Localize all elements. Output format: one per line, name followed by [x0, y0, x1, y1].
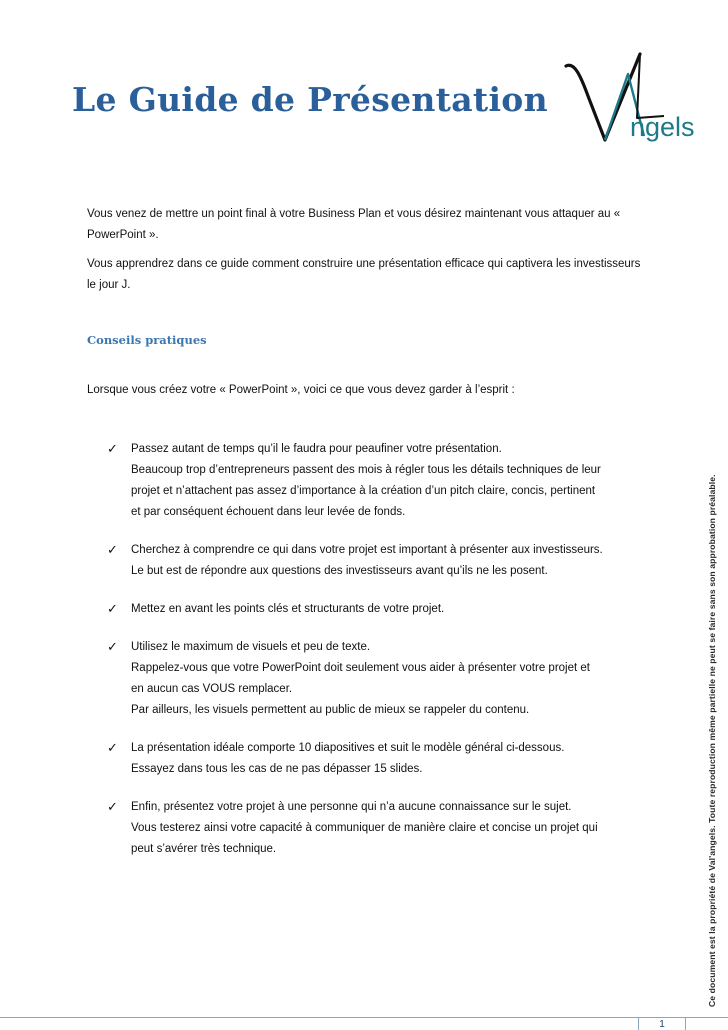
val-angels-logo	[560, 48, 700, 158]
tip-line: Vous testerez ainsi votre capacité à communiquer de manière claire et concise un projet qui	[131, 822, 598, 834]
checkmark-icon: ✓	[107, 602, 118, 617]
tip-line: Utilisez le maximum de visuels et peu de texte.	[131, 641, 371, 653]
checkmark-icon: ✓	[107, 800, 118, 815]
section-title: Conseils pratiques	[87, 333, 207, 347]
checkmark-icon: ✓	[107, 442, 118, 457]
copyright-side-note: Ce document est la propriété de Val'angels. Toute reproduction même partielle ne peut se faire sans son approbation préalable.	[707, 474, 717, 1007]
logo-angels-text: ngels	[630, 112, 695, 142]
tip-item	[107, 540, 652, 582]
intro-paragraph-1: Vous venez de mettre un point final à votre Business Plan et vous désirez maintenant vous attaquer au « PowerPoint ».	[87, 208, 621, 241]
tip-line: La présentation idéale comporte 10 diapositives et suit le modèle général ci-dessous.	[131, 742, 565, 754]
checkmark-icon: ✓	[107, 543, 118, 558]
tip-item	[107, 439, 652, 523]
tip-line: Mettez en avant les points clés et structurants de votre projet.	[131, 603, 445, 615]
tip-line: et par conséquent échouent dans leur levée de fonds.	[131, 506, 406, 518]
checkmark-icon: ✓	[107, 640, 118, 655]
tip-line: projet et n’attachent pas assez d’importance à la création d’un pitch claire, concis, pertinent	[131, 485, 596, 497]
lead-paragraph: Lorsque vous créez votre « PowerPoint », voici ce que vous devez garder à l’esprit :	[87, 384, 515, 396]
tip-item	[107, 738, 652, 780]
checkmark-icon: ✓	[107, 741, 118, 756]
document-title: Le Guide de Présentation	[72, 80, 548, 119]
tip-line: Enfin, présentez votre projet à une personne qui n’a aucune connaissance sur le sujet.	[131, 801, 572, 813]
tip-line: Essayez dans tous les cas de ne pas dépasser 15 slides.	[131, 763, 423, 775]
tip-item	[107, 637, 652, 721]
tip-line: peut s’avérer très technique.	[131, 843, 277, 855]
tips-list	[107, 439, 652, 877]
tip-line: en aucun cas VOUS remplacer.	[131, 683, 293, 695]
tip-item	[107, 797, 652, 860]
tip-line: Le but est de répondre aux questions des investisseurs avant qu’ils ne les posent.	[131, 565, 548, 577]
page-number: 1	[659, 1019, 665, 1030]
tip-item	[107, 599, 652, 620]
tip-line: Par ailleurs, les visuels permettent au public de mieux se rappeler du contenu.	[131, 704, 530, 716]
tip-line: Rappelez-vous que votre PowerPoint doit seulement vous aider à présenter votre projet et	[131, 662, 590, 674]
logo-l-mark	[637, 54, 664, 118]
footer-rule	[0, 1017, 728, 1018]
logo-v-mark	[566, 54, 640, 140]
tip-line: Beaucoup trop d’entrepreneurs passent des mois à régler tous les détails techniques de leur	[131, 464, 601, 476]
tip-line: Passez autant de temps qu’il le faudra pour peaufiner votre présentation.	[131, 443, 502, 455]
page-number-box	[638, 1018, 686, 1030]
intro-paragraph-2: Vous apprendrez dans ce guide comment construire une présentation efficace qui captivera les investisseurs le jour J.	[87, 258, 641, 291]
tip-line: Cherchez à comprendre ce qui dans votre projet est important à présenter aux investisseurs.	[131, 544, 603, 556]
